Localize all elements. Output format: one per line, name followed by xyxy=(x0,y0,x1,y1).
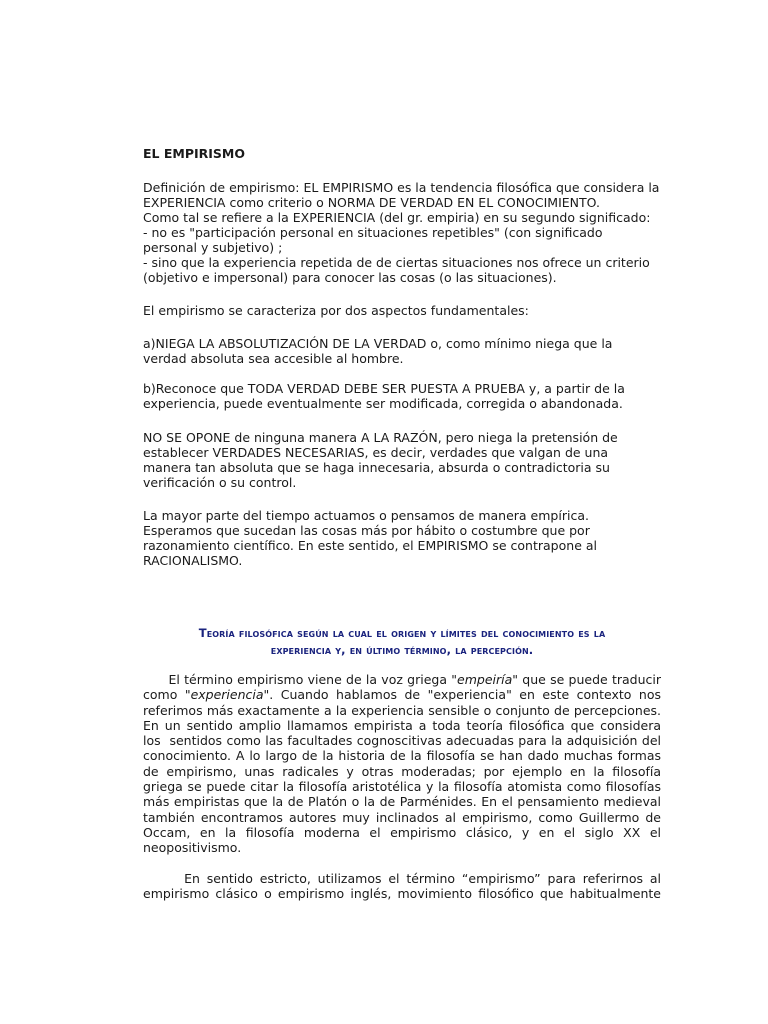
document-title: EL EMPIRISMO xyxy=(143,146,245,161)
definition-line: Como tal se refiere a la EXPERIENCIA (del gr. empiria) en su segundo significado: xyxy=(143,210,651,225)
reason-line: establecer VERDADES NECESARIAS, es decir, verdades que valgan de una xyxy=(143,445,609,460)
definition-line: Definición de empirismo: EL EMPIRISMO es la tendencia filosófica que considera la xyxy=(143,180,660,195)
body-line: El término empirismo viene de la voz griega "empeiría" que se puede traducir xyxy=(143,672,661,687)
everyday-paragraph xyxy=(143,508,661,568)
everyday-line: RACIONALISMO. xyxy=(143,553,243,568)
body-line: En sentido estricto, utilizamos el término “empirismo” para referirnos al xyxy=(143,871,661,886)
everyday-line: Esperamos que sucedan las cosas más por hábito o costumbre que por xyxy=(143,523,590,538)
body-line: En un sentido amplio llamamos empirista a toda teoría filosófica que considera xyxy=(143,717,661,733)
body-line: de empirismo, unas radicales y otras moderadas; por ejemplo en la filosofía xyxy=(143,763,661,779)
definition-line: personal y subjetivo) ; xyxy=(143,240,283,255)
body-line: como "experiencia". Cuando hablamos de "experiencia" en este contexto nos xyxy=(143,687,661,703)
body-paragraph-2 xyxy=(143,871,661,902)
definition-line: (objetivo e impersonal) para conocer las cosas (o las situaciones). xyxy=(143,270,557,285)
aspect-b-paragraph xyxy=(143,381,661,411)
body-line: griega se puede citar la filosofía aristotélica y la filosofía atomista como filosofías xyxy=(143,779,661,795)
body-line: empirismo clásico o empirismo inglés, movimiento filosófico que habitualmente xyxy=(143,886,661,902)
definition-line: EXPERIENCIA como criterio o NORMA DE VERDAD EN EL CONOCIMIENTO. xyxy=(143,195,600,210)
body-line: más empiristas que la de Platón o la de Parménides. En el pensamiento medieval xyxy=(143,794,661,810)
aspect-a-line: a)NIEGA LA ABSOLUTIZACIÓN DE LA VERDAD o, como mínimo niega que la xyxy=(143,336,613,351)
body-line: también encontramos autores muy inclinados al empirismo, como Guillermo de xyxy=(143,809,661,825)
reason-line: NO SE OPONE de ninguna manera A LA RAZÓN, pero niega la pretensión de xyxy=(143,430,618,445)
aspect-a-line: verdad absoluta sea accesible al hombre. xyxy=(143,351,404,366)
aspect-b-line: experiencia, puede eventualmente ser modificada, corregida o abandonada. xyxy=(143,396,623,411)
section-heading-line: experiencia y, en último término, la percepción. xyxy=(270,643,534,657)
reason-line: manera tan absoluta que se haga innecesaria, absurda o contradictoria su xyxy=(143,460,610,475)
reason-line: verificación o su control. xyxy=(143,475,297,490)
body-line: Occam, en la filosofía moderna el empirismo clásico, y en el siglo XX el xyxy=(143,824,661,840)
body-paragraph-1 xyxy=(143,672,661,856)
section-heading-line: Teoría filosófica según la cual el origen y límites del conocimiento es la xyxy=(198,626,606,640)
aspects-intro-line: El empirismo se caracteriza por dos aspectos fundamentales: xyxy=(143,303,529,318)
definition-line: - no es "participación personal en situaciones repetibles" (con significado xyxy=(143,225,603,240)
everyday-line: La mayor parte del tiempo actuamos o pensamos de manera empírica. xyxy=(143,508,589,523)
reason-paragraph xyxy=(143,430,661,490)
aspects-intro xyxy=(143,303,661,318)
definition-paragraph xyxy=(143,180,661,285)
definition-line: - sino que la experiencia repetida de de ciertas situaciones nos ofrece un criterio xyxy=(143,255,650,270)
body-line: neopositivismo. xyxy=(143,840,242,856)
body-line: referimos más exactamente a la experiencia sensible o conjunto de percepciones. xyxy=(143,702,661,718)
body-line: los sentidos como las facultades cognoscitivas adecuadas para la adquisición del xyxy=(143,733,661,749)
aspect-a-paragraph xyxy=(143,336,661,366)
everyday-line: razonamiento científico. En este sentido, el EMPIRISMO se contrapone al xyxy=(143,538,597,553)
aspect-b-line: b)Reconoce que TODA VERDAD DEBE SER PUESTA A PRUEBA y, a partir de la xyxy=(143,381,625,396)
section-heading xyxy=(143,625,661,659)
body-line: conocimiento. A lo largo de la historia de la filosofía se han dado muchas formas xyxy=(143,748,661,764)
